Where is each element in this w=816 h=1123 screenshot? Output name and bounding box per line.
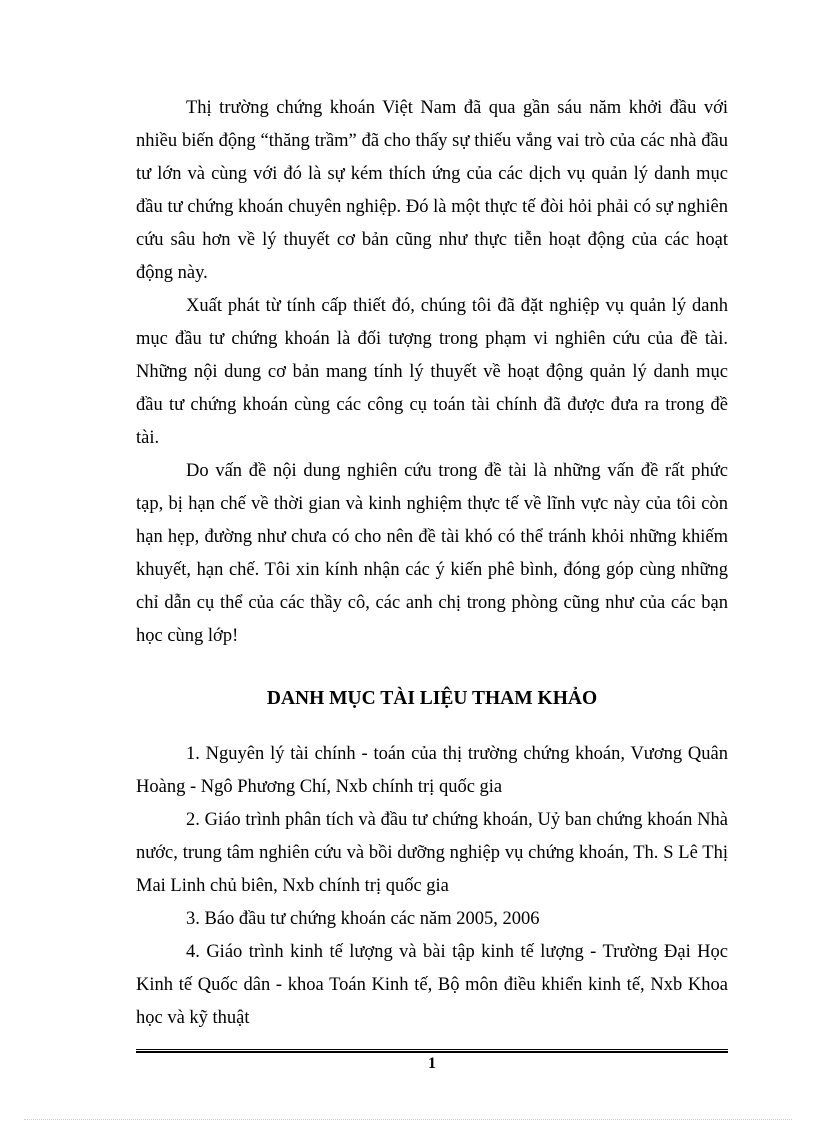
reference-item-3: 3. Báo đầu tư chứng khoán các năm 2005, 2006 <box>186 909 540 929</box>
page-bottom-edge <box>24 1119 792 1120</box>
introduction-section <box>136 92 728 653</box>
reference-item-1: 1. Nguyên lý tài chính - toán của thị trường chứng khoán, Vương Quân Hoàng - Ngô Phương Chí, Nxb chính trị quốc gia <box>136 744 728 797</box>
intro-paragraph-2: Xuất phát từ tính cấp thiết đó, chúng tôi đã đặt nghiệp vụ quản lý danh mục đầu tư chứng khoán là đối tượng trong phạm vi nghiên cứu của đề tài. Những nội dung cơ bản mang tính lý thuyết về hoạt động quản lý danh mục đầu tư chứng khoán cùng các công cụ toán tài chính đã được đưa ra trong đề tài. <box>136 296 728 448</box>
footer-divider <box>136 1049 728 1053</box>
reference-item-4: 4. Giáo trình kinh tế lượng và bài tập kinh tế lượng - Trường Đại Học Kinh tế Quốc dân - khoa Toán Kinh tế, Bộ môn điều khiển kinh tế, Nxb Khoa học và kỹ thuật <box>136 942 728 1028</box>
intro-paragraph-3: Do vấn đề nội dung nghiên cứu trong đề tài là những vấn đề rất phức tạp, bị hạn chế về thời gian và kinh nghiệm thực tế về lĩnh vực này của tôi còn hạn hẹp, đường như chưa có cho nên đề tài khó có thể tránh khỏi những khiếm khuyết, hạn chế. Tôi xin kính nhận các ý kiến phê bình, đóng góp cùng những chỉ dẫn cụ thể của các thầy cô, các anh chị trong phòng cũng như của các bạn học cùng lớp! <box>136 461 728 646</box>
reference-item-2: 2. Giáo trình phân tích và đầu tư chứng khoán, Uỷ ban chứng khoán Nhà nước, trung tâm nghiên cứu và bồi dưỡng nghiệp vụ chứng khoán, Th. S Lê Thị Mai Linh chủ biên, Nxb chính trị quốc gia <box>136 810 728 896</box>
references-heading: DANH MỤC TÀI LIỆU THAM KHẢO <box>266 688 598 709</box>
page-number: 1 <box>428 1055 436 1072</box>
intro-paragraph-1: Thị trường chứng khoán Việt Nam đã qua gần sáu năm khởi đầu với nhiều biến động “thăng trầm” đã cho thấy sự thiếu vắng vai trò của các nhà đầu tư lớn và cùng với đó là sự kém thích ứng của các dịch vụ quản lý danh mục đầu tư chứng khoán chuyên nghiệp. Đó là một thực tế đòi hỏi phải có sự nghiên cứu sâu hơn về lý thuyết cơ bản cũng như thực tiễn hoạt động của các hoạt động này. <box>136 98 728 283</box>
references-list <box>136 738 728 1035</box>
document-page <box>136 92 728 1035</box>
